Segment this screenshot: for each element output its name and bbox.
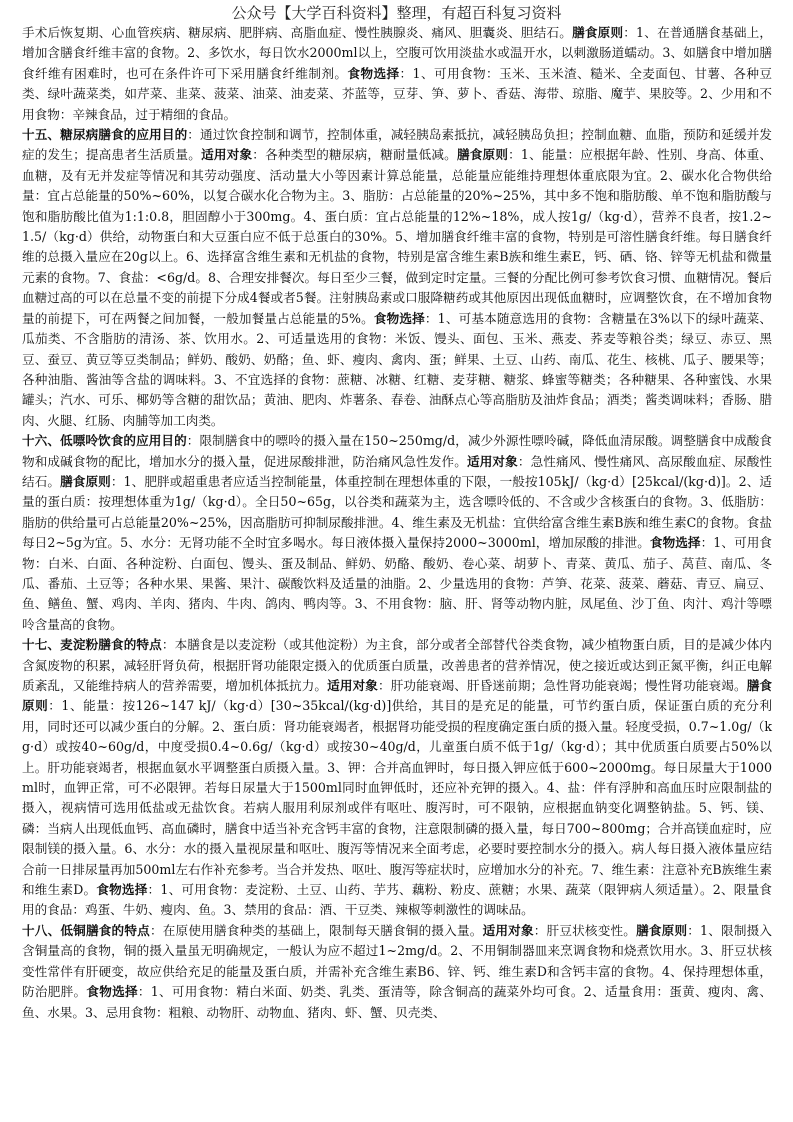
section-purpose-text: ：在原使用膳食种类的基础上，限制每天膳食铜的摄入量。 [149,922,483,938]
document-body [22,23,772,1023]
section-16-low-purine [22,431,772,635]
diet-principle-text: ：1、在普通膳食基础上，增加含膳食纤维丰富的食物。2、多饮水，每日饮水2000ml以上，空腹可饮用淡盐水或温开水，以刺激肠道蠕动。3、如膳食中增加膳食纤维有困难时，也可在条件许可下采用膳食纤维制剂。 [22,25,772,81]
section-intro-text: 手术后恢复期、心血管疾病、糖尿病、肥胖病、高脂血症、慢性胰腺炎、痛风、胆囊炎、胆结石。 [22,25,573,40]
diet-principle-label: 膳食原则 [22,678,773,714]
diet-principle-label: 膳食原则 [456,147,509,163]
target-text: ：各种类型的糖尿病，糖耐量低减。 [252,147,457,163]
food-choice-label: 食物选择 [373,310,425,326]
food-choice-text: ：1、可用食物：白米、白面、各种淀粉、白面包、馒头、蛋及制品、鲜奶、奶酪、酸奶、卷心菜、胡萝卜、青菜、黄瓜、茄子、莴苣、南瓜、冬瓜、番茄、土豆等；各种水果、果酱、果汁、碳酸饮料及适量的油脂。2、少量选用的食物：芦笋、花菜、菠菜、蘑菇、青豆、扁豆、鱼、鳝鱼、蟹、鸡肉、羊肉、猪肉、牛肉、鸽肉、鸭肉等。3、不用食物：脑、肝、肾等动物内脏，凤尾鱼、沙丁鱼、肉汁、鸡汁等嘌呤含量高的食物。 [22,535,773,632]
diet-principle-text: ：1、限制摄入含铜量高的食物，铜的摄入量虽无明确规定，一般认为应不超过1~2mg/d。2、不用铜制器皿来烹调食物和烧煮饮用水。3、肝豆状核变性常伴有肝硬变，故应供给充足的能量及蛋白质，并需补充含维生素B6、锌、钙、维生素D和含钙丰富的食物。4、保持理想体重，防治肥胖。 [22,922,773,1000]
target-label: 适用对象 [327,678,378,693]
section-purpose-text: ：限制膳食中的嘌呤的摄入量在150~250mg/d，减少外源性嘌呤碱，降低血清尿酸。调整膳食中成酸食物和成碱食物的配比，增加水分的摄入量，促进尿酸排泄，防治痛风急性发作。 [22,433,772,469]
food-choice-label: 食物选择 [649,535,701,551]
target-label: 适用对象 [201,147,253,163]
section-purpose-text: ：通过饮食控制和调节，控制体重，减轻胰岛素抵抗，减轻胰岛负担；控制血糖、血脂，预防和延缓并发症的发生；提高患者生活质量。 [22,127,773,163]
target-text: ：肝功能衰竭、肝昏迷前期；急性肾功能衰竭；慢性肾功能衰竭。 [378,678,747,693]
section-continuation [22,23,772,125]
target-label: 适用对象 [467,453,518,469]
food-choice-label: 食物选择 [86,984,138,1000]
diet-principle-text: ：1、肥胖或超重患者应适当控制能量，体重控制在理想体重的下限，一般按105kJ/（kg·d）[25kcal/(kg·d)]。2、适量的蛋白质：按理想体重为1g/（kg·d）。全日50~65g，以谷类和蔬菜为主，选含嘌呤低的、不含或少含核蛋白的食物。3、低脂肪：脂肪的供给量可占总能量20%~25%，因高脂肪可抑制尿酸排泄。4、维生素及无机盐：宜供给富含维生素B族和维生素C的食物。食盐每日2~5g为宜。5、水分：无肾功能不全时宜多喝水。每日液体摄入量保持2000~3000ml，增加尿酸的排泄。 [22,473,773,551]
food-choice-text: ：1、可用食物：麦淀粉、土豆、山药、芋艿、藕粉、粉皮、蔗糖；水果、蔬菜（限钾病人须适量）。2、限量食用的食品：鸡蛋、牛奶、瘦肉、鱼。3、禁用的食品：酒、干豆类、辣椒等刺激性的调味品。 [22,882,772,918]
section-purpose-text: ：本膳食是以麦淀粉（或其他淀粉）为主食，部分或者全部替代谷类食物，减少植物蛋白质，目的是减少体内含氮废物的积累，减轻肝肾负荷，根据肝肾功能限定摄入的优质蛋白质量，改善患者的营养情况，使之接近或达到正氮平衡，纠正电解质紊乱，又能维持病人的营养需要，增加机体抵抗力。 [22,637,773,693]
section-heading: 十七、麦淀粉膳食的特点 [22,637,162,653]
food-choice-text: ：1、可用食物：精白米面、奶类、乳类、蛋清等，除含铜高的蔬菜外均可食。2、适量食用：蛋黄、瘦肉、禽、鱼、水果。3、忌用食物：粗粮、动物肝、动物血、猪肉、虾、蟹、贝壳类、 [22,984,773,1020]
food-choice-label: 食物选择 [347,65,400,81]
diet-principle-label: 膳食原则 [60,473,111,489]
diet-principle-label: 膳食原则 [636,922,688,938]
section-heading: 十六、低嘌呤饮食的应用目的 [22,433,187,449]
food-choice-text: ：1、可基本随意选用的食物：含糖量在3%以下的绿叶蔬菜、瓜茄类、不含脂肪的清汤、茶、饮用水。2、可适量选用的食物：米饭、馒头、面包、玉米、燕麦、荞麦等粮谷类；绿豆、赤豆、黑豆、蚕豆、黄豆等豆类制品；鲜奶、酸奶、奶酪；鱼、虾、瘦肉、禽肉、蛋；鲜果、土豆、山药、南瓜、花生、核桃、瓜子、腰果等；各种油脂、酱油等含盐的调味料。3、不宜选择的食物：蔗糖、冰糖、红糖、麦芽糖、糖浆、蜂蜜等糖类；各种糖果、各种蜜饯、水果罐头；汽水、可乐、椰奶等含糖的甜饮品；黄油、肥肉、炸薯条、春卷、油酥点心等高脂肪及油炸食品；酒类；酱类调味料；香肠、腊肉、火腿、红肠、肉脯等加工肉类。 [22,310,773,428]
diet-principle-label: 膳食原则 [572,25,624,40]
target-text: ：急性痛风、慢性痛风、高尿酸血症、尿酸性结石。 [22,453,773,489]
section-heading: 十八、低铜膳食的特点 [22,922,150,938]
diet-principle-text: ：1、能量：应根据年龄、性别、身高、体重、血糖，及有无并发症等情况和其劳动强度、活动量大小等因素计算总能量，总能量应能维持理想体重底限为宜。2、碳水化合物供给量：宜占总能量的50%~60%，以复合碳水化合物为主。3、脂肪：占总能量的20%~25%，其中多不饱和脂肪酸、单不饱和脂肪酸与饱和脂肪酸比值为1:1:0.8，胆固醇小于300mg。4、蛋白质：宜占总能量的12%~18%，成人按1g/（kg·d），营养不良者，按1.2~1.5/（kg·d）供给，动物蛋白和大豆蛋白应不低于总蛋白的30%。5、增加膳食纤维丰富的食物，特别是可溶性膳食纤维。每日膳食纤维的总摄入量应在20g以上。6、选择富含维生素和无机盐的食物，特别是富含维生素B族和维生素E，钙、硒、铬、锌等无机盐和微量元素的食物。7、食盐：<6g/d。8、合理安排餐次。每日至少三餐，做到定时定量。三餐的分配比例可参考饮食习惯、血糖情况。餐后血糖过高的可以在总量不变的前提下分成4餐或者5餐。注射胰岛素或口服降糖药或其他原因出现低血糖时，应调整饮食，在不增加食物量的前提下，可在两餐之间加餐，一般加餐量占总能量的5%。 [22,147,773,326]
diet-principle-text: ：1、能量：按126~147 kJ/（kg·d）[30~35kcal/(kg·d)]供给，其目的是充足的能量，可节约蛋白质，保证蛋白质的充分利用，同时还可以减少蛋白的分解。2、蛋白质：肾功能衰竭者，根据肾功能受损的程度确定蛋白质的摄入量。轻度受损，0.7~1.0g/（kg·d）或按40~60g/d，中度受损0.4~0.6g/（kg·d）或按30~40g/d，儿童蛋白质不低于1g/（kg·d）；其中优质蛋白质要占50%以上。肝功能衰竭者，根据血氨水平调整蛋白质摄入量。3、钾：合并高血钾时，每日摄入钾应低于600~2000mg。每日尿量大于1000ml时，血钾正常，可不必限钾。若每日尿量大于1500ml同时血钾低时，还应补充钾的摄入。4、盐：伴有浮肿和高血压时应限制盐的摄入，视病情可选用低盐或无盐饮食。若病人服用利尿剂或伴有呕吐、腹泻时，可不限钠，应根据血钠变化调整钠盐。5、钙、镁、磷：当病人出现低血钙、高血磷时，膳食中适当补充含钙丰富的食物，注意限制磷的摄入量，每日700~800mg；合并高镁血症时，应限制镁的摄入量。6、水分：水的摄入量视尿量和呕吐、腹泻等情况来全面考虑，必要时要控制水分的摄入。病人每日摄入液体量应结合前一日排尿量再加500ml左右作补充参考。当合并发热、呕吐、腹泻等症状时，应增加水分的补充。7、维生素：注意补充B族维生素和维生素D。 [22,698,772,898]
target-text: ：肝豆状核变性。 [533,922,637,938]
page-header: 公众号【大学百科资料】整理，有超百科复习资料 [231,4,562,22]
target-label: 适用对象 [482,922,534,938]
section-17-wheat-starch [22,635,772,921]
section-heading: 十五、糖尿病膳食的应用目的 [22,127,188,143]
section-18-low-copper [22,921,772,1023]
section-15-diabetes [22,125,772,431]
food-choice-text: ：1、可用食物：玉米、玉米渣、糙米、全麦面包、甘薯、各种豆类、绿叶蔬菜类，如芹菜、韭菜、菠菜、油菜、油麦菜、芥蓝等，豆芽、笋、萝卜、香菇、海带、琼脂、魔芋、果胶等。2、少用和不用食物：辛辣食品，过于精细的食品。 [22,65,773,122]
food-choice-label: 食物选择 [96,882,148,898]
